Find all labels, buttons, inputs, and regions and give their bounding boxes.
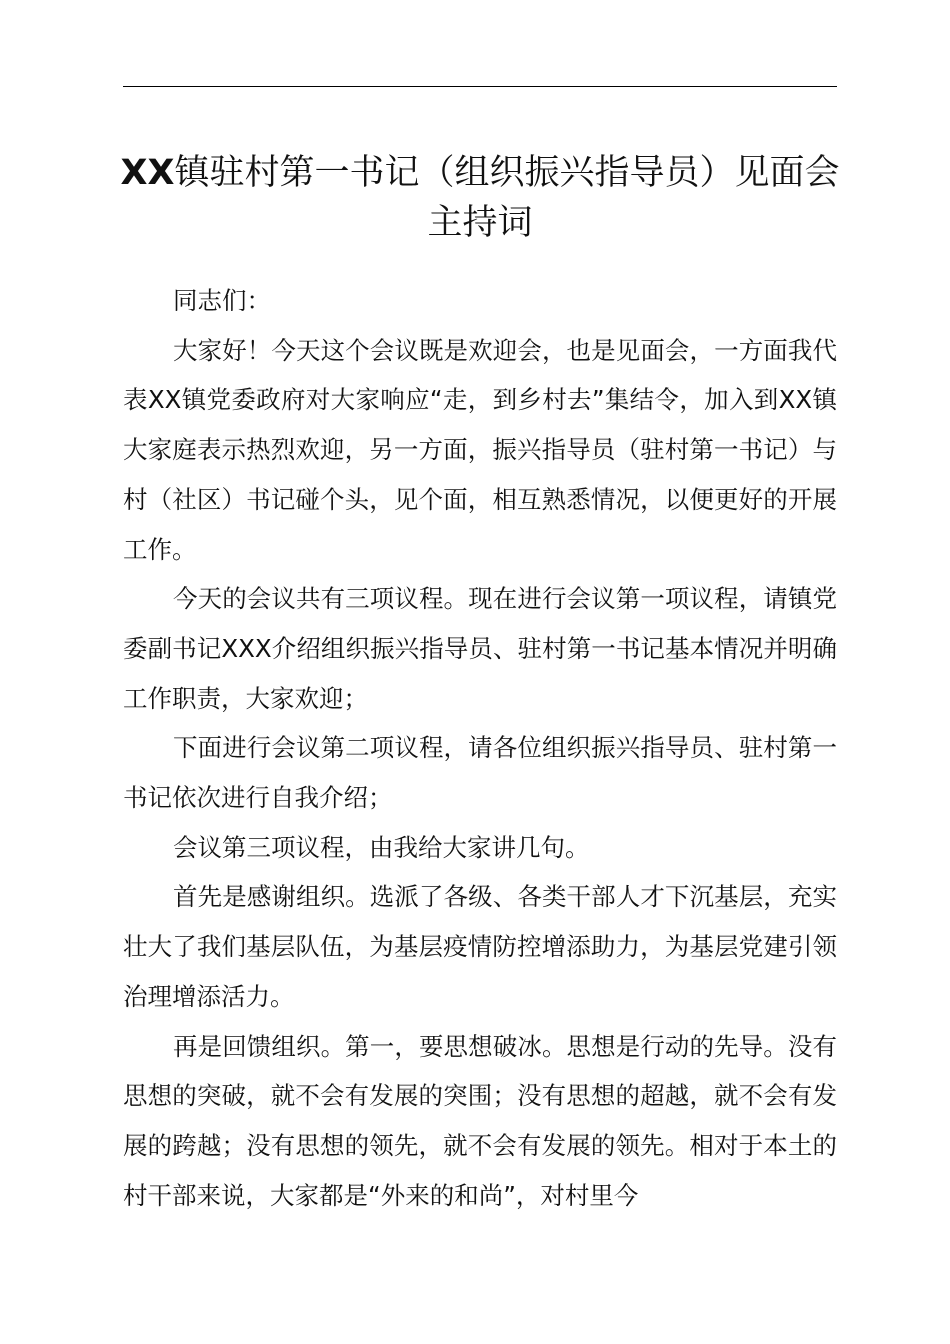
document-body xyxy=(123,276,837,1220)
header-rule xyxy=(123,86,837,87)
document-title xyxy=(113,148,847,248)
paragraph-thanks: 首先是感谢组织。选派了各级、各类干部人才下沉基层，充实壮大了我们基层队伍，为基层疫情防控增添助力，为基层党建引领治理增添活力。 xyxy=(123,882,837,1011)
salutation: 同志们： xyxy=(173,286,271,315)
paragraph-agenda-three: 会议第三项议程，由我给大家讲几句。 xyxy=(173,832,590,862)
paragraph-welcome: 大家好！今天这个会议既是欢迎会，也是见面会，一方面我代表XX镇党委政府对大家响应“走，到乡村去”集结令，加入到XX镇大家庭表示热烈欢迎，另一方面，振兴指导员（驻村第一书记）与村（社区）书记碰个头，见个面，相互熟悉情况，以便更好的开展工作。 xyxy=(123,335,837,564)
title-prefix: XX xyxy=(120,153,175,193)
title-text: 镇驻村第一书记（组织振兴指导员）见面会主持词 xyxy=(174,153,840,243)
paragraph-agenda-one: 今天的会议共有三项议程。现在进行会议第一项议程，请镇党委副书记XXX介绍组织振兴指导员、驻村第一书记基本情况并明确工作职责，大家欢迎； xyxy=(123,584,837,713)
paragraph-feedback: 再是回馈组织。第一，要思想破冰。思想是行动的先导。没有思想的突破，就不会有发展的突围；没有思想的超越，就不会有发展的跨越；没有思想的领先，就不会有发展的领先。相对于本土的村干部来说，大家都是“外来的和尚”，对村里今 xyxy=(123,1031,837,1210)
paragraph-agenda-two: 下面进行会议第二项议程，请各位组织振兴指导员、驻村第一书记依次进行自我介绍； xyxy=(123,733,837,813)
